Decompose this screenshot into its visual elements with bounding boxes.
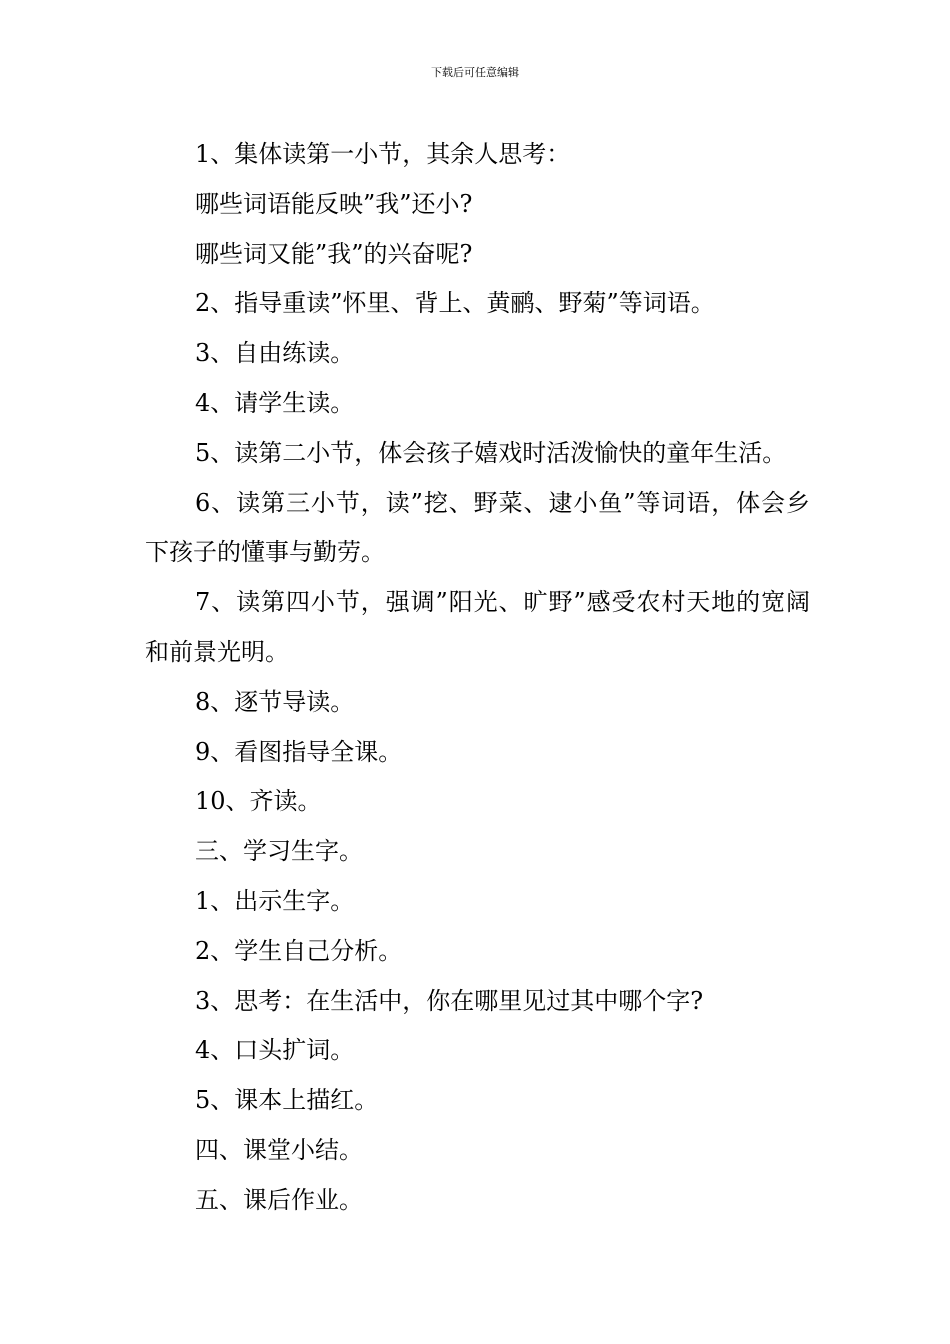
paragraph: 5、读第二小节，体会孩子嬉戏时活泼愉快的童年生活。 (195, 438, 787, 467)
paragraph: 4、请学生读。 (195, 388, 355, 417)
paragraph: 2、指导重读”怀里、背上、黄鹂、野菊”等词语。 (195, 289, 715, 318)
page-header: 下载后可任意编辑 (431, 66, 519, 79)
section-heading: 五、课后作业。 (195, 1185, 363, 1214)
paragraph: 1、出示生字。 (195, 886, 355, 915)
paragraph: 哪些词又能”我”的兴奋呢? (195, 239, 473, 268)
paragraph: 10、齐读。 (195, 787, 322, 816)
paragraph: 3、思考：在生活中，你在哪里见过其中哪个字? (195, 986, 704, 1015)
paragraph: 4、口头扩词。 (195, 1036, 355, 1065)
paragraph: 9、看图指导全课。 (195, 737, 403, 766)
paragraph: 2、学生自己分析。 (195, 936, 403, 965)
document-body (145, 130, 810, 1226)
paragraph: 5、课本上描红。 (195, 1086, 379, 1115)
paragraph: 哪些词语能反映”我”还小? (195, 189, 473, 218)
section-heading: 四、课堂小结。 (195, 1135, 363, 1164)
paragraph: 1、集体读第一小节，其余人思考： (195, 140, 571, 168)
paragraph: 7、读第四小节，强调”阳光、旷野”感受农村天地的宽阔和前景光明。 (145, 588, 810, 666)
paragraph: 8、逐节导读。 (195, 687, 355, 716)
section-heading: 三、学习生字。 (195, 837, 363, 866)
paragraph: 3、自由练读。 (195, 339, 355, 368)
paragraph: 6、读第三小节，读”挖、野菜、逮小鱼”等词语，体会乡下孩子的懂事与勤劳。 (145, 488, 810, 567)
